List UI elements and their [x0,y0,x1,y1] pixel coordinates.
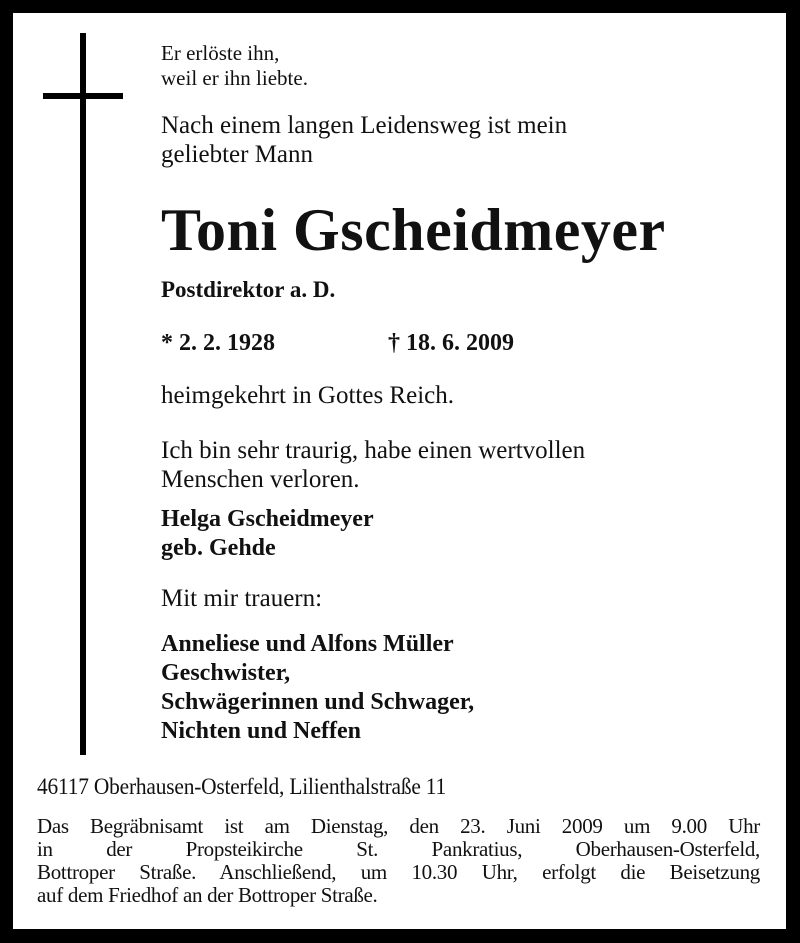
funeral-details-line-3: Bottroper Straße. Anschließend, um 10.30 Uhr, erfolgt die Beisetzung [37,860,760,884]
intro-line-2: geliebter Mann [161,141,314,168]
obituary-notice [13,13,786,929]
death-date: † 18. 6. 2009 [388,330,514,356]
message-line-2: Menschen verloren. [161,466,360,493]
funeral-details-line-1: Das Begräbnisamt ist am Dienstag, den 23. Juni 2009 um 9.00 Uhr [37,814,760,838]
mourners-list [161,630,474,746]
family-address: 46117 Oberhausen-Osterfeld, Lilienthalstraße 11 [37,774,447,799]
birth-date: * 2. 2. 1928 [161,330,275,356]
funeral-details [37,815,760,907]
deceased-name: Toni Gscheidmeyer [161,197,666,263]
funeral-details-line-4: auf dem Friedhof an der Bottroper Straße. [37,883,378,907]
epigraph [161,41,308,91]
mourners-intro: Mit mir trauern: [161,585,323,612]
epigraph-line-2: weil er ihn liebte. [161,66,308,90]
intro-line-1: Nach einem langen Leidensweg ist mein [161,112,568,139]
intro-text [161,111,567,169]
mourner-item: Anneliese und Alfons Müller [161,631,454,657]
personal-message [161,436,585,494]
mourner-item: Schwägerinnen und Schwager, [161,689,475,715]
cross-vertical-bar [80,33,86,755]
epigraph-line-1: Er erlöste ihn, [161,41,280,65]
mourner-item: Geschwister, [161,660,291,686]
message-line-1: Ich bin sehr traurig, habe einen wertvollen [161,437,586,464]
widow-signature [161,505,374,563]
widow-name: Helga Gscheidmeyer [161,506,374,532]
outro-text: heimgekehrt in Gottes Reich. [161,382,454,409]
cross-horizontal-bar [43,93,123,99]
widow-maiden-name: geb. Gehde [161,535,276,561]
funeral-details-line-2: in der Propsteikirche St. Pankratius, Oberhausen-Osterfeld, [37,837,760,861]
mourner-item: Nichten und Neffen [161,718,362,744]
deceased-title: Postdirektor a. D. [161,277,336,302]
